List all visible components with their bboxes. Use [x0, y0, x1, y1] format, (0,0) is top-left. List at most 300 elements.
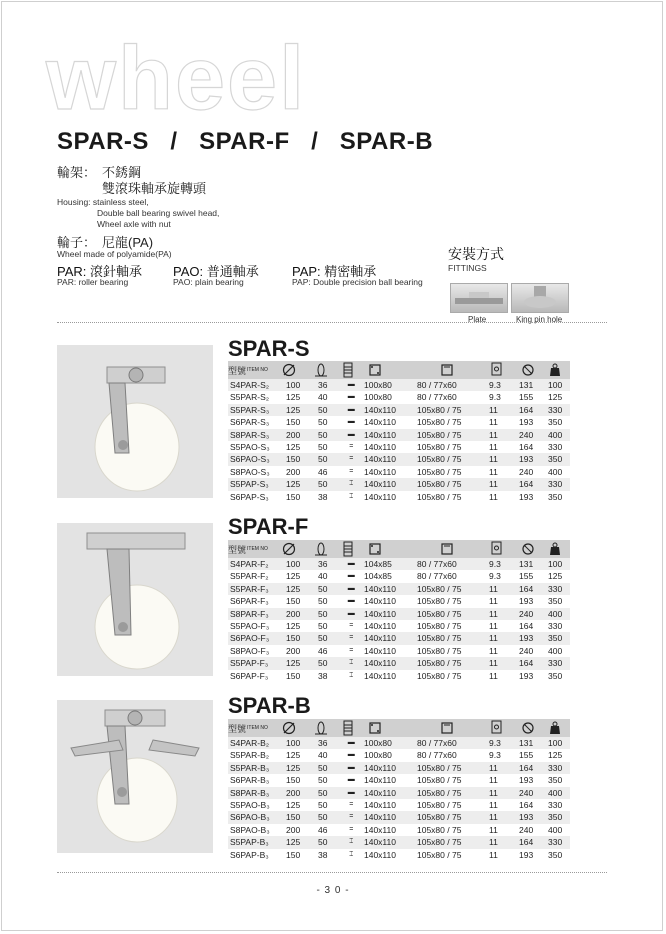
table-cell: 150: [286, 417, 301, 428]
table-cell: 80 / 77x60: [417, 392, 457, 403]
table-cell: 50: [318, 479, 328, 490]
table-cell: 50: [318, 417, 328, 428]
housing-en-line2: Double ball bearing swivel head,: [97, 208, 220, 218]
bolt-hole-diameter-icon: [490, 540, 504, 558]
table-cell: 125: [286, 620, 301, 631]
table-cell: 240: [519, 787, 534, 798]
table-cell: S8PAO-S₃: [230, 466, 270, 477]
table-cell: 150: [286, 775, 301, 786]
table-cell: 140x110: [364, 837, 396, 848]
table-cell: ▬: [347, 572, 355, 580]
wheel-width-icon: [314, 361, 328, 379]
table-cell: 40: [318, 750, 328, 761]
bearing-pap: PAP: 精密軸承: [292, 264, 377, 279]
spar-b-photo: [57, 700, 213, 853]
load-capacity-icon: [548, 361, 562, 379]
load-capacity-icon: [548, 719, 562, 737]
table-cell: 155: [519, 750, 534, 761]
table-cell: 140x110: [364, 775, 396, 786]
table-cell: S6PAP-B₃: [230, 849, 269, 860]
table-cell: 140x110: [364, 441, 396, 452]
table-cell: 50: [318, 596, 328, 607]
table-cell: S5PAR-S₂: [230, 392, 270, 403]
table-cell: 9.3: [489, 392, 501, 403]
table-cell: 100: [548, 738, 563, 748]
table-cell: 105x80 / 75: [417, 775, 462, 786]
table-cell: 330: [548, 762, 563, 773]
table-cell: S5PAR-F₃: [230, 583, 269, 594]
table-cell: 36: [318, 559, 328, 569]
table-row: [228, 608, 570, 620]
table-cell: 50: [318, 429, 328, 440]
item-no-header: 型號 ITEM NO: [228, 544, 268, 555]
table-cell: ▬: [347, 393, 355, 401]
table-cell: 125: [286, 404, 301, 415]
table-cell: 11: [489, 658, 498, 669]
table-cell: 150: [286, 596, 301, 607]
table-row: [228, 379, 570, 391]
table-cell: 36: [318, 738, 328, 748]
spec-table-spar-f: [228, 540, 570, 682]
table-cell: 46: [318, 466, 328, 477]
kingpin-icon: [512, 284, 568, 312]
table-cell: 350: [548, 633, 563, 644]
table-cell: 140x110: [364, 812, 396, 823]
table-cell: 105x80 / 75: [417, 658, 462, 669]
table-cell: 50: [318, 762, 328, 773]
table-cell: 240: [519, 429, 534, 440]
table-cell: 11: [489, 596, 498, 607]
table-cell: S5PAR-B₃: [230, 762, 270, 773]
table-cell: ▬: [347, 739, 355, 746]
kingpin-fitting-image: [511, 283, 569, 313]
table-cell: =: [349, 813, 353, 821]
table-row: [228, 478, 570, 490]
table-cell: S6PAR-B₃: [230, 775, 270, 786]
table-cell: 11: [489, 633, 498, 644]
table-row: [228, 491, 570, 503]
table-cell: 11: [489, 583, 498, 594]
table-cell: 330: [548, 799, 563, 810]
table-row: [228, 657, 570, 669]
table-cell: 240: [519, 824, 534, 835]
table-cell: 50: [318, 837, 328, 848]
plate-icon: [451, 284, 507, 312]
table-cell: 9.3: [489, 571, 501, 582]
table-cell: 125: [286, 392, 301, 403]
braked-caster-image: [57, 700, 213, 853]
table-cell: ▬: [347, 405, 355, 413]
bearing-par: PAR: 滾針軸承: [57, 264, 143, 279]
plate-size-icon: [368, 540, 382, 558]
table-cell: 100x80: [364, 738, 392, 748]
housing-en-line1: Housing: stainless steel,: [57, 197, 149, 207]
table-cell: 125: [286, 479, 301, 490]
item-no-header: 型號 ITEM NO: [228, 365, 268, 376]
table-cell: 350: [548, 491, 563, 502]
table-cell: 150: [286, 849, 301, 860]
table-cell: S8PAR-B₃: [230, 787, 270, 798]
item-no-header: 型號 ITEM NO: [228, 723, 268, 734]
spec-table-spar-b: [228, 719, 570, 861]
bearing-pao-en: PAO: plain bearing: [173, 277, 244, 287]
table-cell: 105x80 / 75: [417, 404, 462, 415]
table-cell: 40: [318, 571, 328, 582]
table-row: [228, 404, 570, 416]
bearing-pap-en: PAP: Double precision ball bearing: [292, 277, 423, 287]
table-cell: 155: [519, 392, 534, 403]
table-cell: 50: [318, 583, 328, 594]
table-cell: =: [349, 634, 353, 642]
table-row: [228, 570, 570, 582]
table-cell: ▬: [347, 381, 355, 388]
table-cell: 105x80 / 75: [417, 645, 462, 656]
table-cell: 330: [548, 441, 563, 452]
overall-height-icon: [521, 361, 537, 379]
table-cell: 50: [318, 404, 328, 415]
table-cell: 11: [489, 799, 498, 810]
table-cell: 150: [286, 633, 301, 644]
table-cell: 140x110: [364, 596, 396, 607]
divider-top: [57, 322, 607, 323]
table-cell: 140x110: [364, 491, 396, 502]
table-cell: 100: [286, 380, 301, 390]
table-cell: 140x110: [364, 645, 396, 656]
table-cell: 105x80 / 75: [417, 441, 462, 452]
wheel-diameter-icon: [282, 719, 296, 737]
table-header: [228, 719, 570, 737]
table-cell: 164: [519, 799, 534, 810]
table-cell: 80 / 77x60: [417, 750, 457, 761]
table-cell: S6PAR-F₃: [230, 596, 269, 607]
table-cell: 105x80 / 75: [417, 837, 462, 848]
table-cell: 105x80 / 75: [417, 670, 462, 681]
table-cell: 50: [318, 812, 328, 823]
table-cell: 131: [519, 738, 534, 748]
table-cell: 164: [519, 479, 534, 490]
bolt-hole-spacing-icon: [440, 540, 454, 558]
table-cell: 200: [286, 429, 301, 440]
table-cell: S8PAO-B₃: [230, 824, 270, 835]
table-cell: 105x80 / 75: [417, 491, 462, 502]
table-cell: 50: [318, 799, 328, 810]
table-cell: 11: [489, 429, 498, 440]
table-cell: 125: [548, 750, 563, 761]
table-header: [228, 361, 570, 379]
table-cell: 9.3: [489, 380, 501, 390]
table-cell: 11: [489, 824, 498, 835]
table-cell: ⌶: [349, 850, 353, 858]
table-cell: 105x80 / 75: [417, 787, 462, 798]
table-row: [228, 453, 570, 465]
table-cell: 150: [286, 454, 301, 465]
table-cell: ▬: [347, 751, 355, 759]
table-cell: S6PAO-B₃: [230, 812, 270, 823]
table-cell: 193: [519, 491, 534, 502]
table-cell: 11: [489, 608, 498, 619]
table-cell: 350: [548, 596, 563, 607]
table-row: [228, 632, 570, 644]
table-cell: ▬: [347, 418, 355, 426]
table-cell: 350: [548, 417, 563, 428]
table-cell: 193: [519, 633, 534, 644]
wheel-diameter-icon: [282, 361, 296, 379]
kingpin-caption: King pin hole: [516, 315, 563, 324]
table-cell: 40: [318, 392, 328, 403]
table-cell: 193: [519, 596, 534, 607]
housing-cn-line1: 不銹鋼: [102, 165, 142, 180]
table-row: [228, 799, 570, 811]
table-cell: 38: [318, 670, 328, 681]
table-cell: =: [349, 442, 353, 450]
table-cell: 400: [548, 429, 563, 440]
table-cell: 140x110: [364, 479, 396, 490]
table-cell: 105x80 / 75: [417, 762, 462, 773]
table-cell: 193: [519, 670, 534, 681]
table-cell: 104x85: [364, 559, 392, 569]
table-cell: 193: [519, 417, 534, 428]
table-cell: 11: [489, 479, 498, 490]
table-cell: 350: [548, 670, 563, 681]
plate-caption: Plate: [468, 315, 487, 324]
table-cell: 100: [548, 380, 563, 390]
table-cell: 330: [548, 658, 563, 669]
table-cell: 131: [519, 559, 534, 569]
table-cell: 400: [548, 824, 563, 835]
table-cell: 140x110: [364, 429, 396, 440]
spar-s-photo: [57, 345, 213, 498]
table-cell: 400: [548, 787, 563, 798]
table-cell: 11: [489, 670, 498, 681]
table-cell: S8PAR-F₃: [230, 608, 269, 619]
table-cell: 240: [519, 466, 534, 477]
table-cell: 11: [489, 417, 498, 428]
table-cell: 164: [519, 583, 534, 594]
table-cell: ⌶: [349, 659, 353, 667]
table-cell: 50: [318, 633, 328, 644]
divider-bottom: [57, 872, 607, 873]
table-cell: =: [349, 467, 353, 475]
table-cell: 38: [318, 849, 328, 860]
wheel-diameter-icon: [282, 540, 296, 558]
table-cell: 330: [548, 837, 563, 848]
table-cell: S5PAR-S₃: [230, 404, 270, 415]
wheel-width-icon: [314, 719, 328, 737]
table-cell: 140x110: [364, 466, 396, 477]
overall-height-icon: [521, 719, 537, 737]
table-cell: 140x110: [364, 454, 396, 465]
table-cell: 350: [548, 812, 563, 823]
table-cell: =: [349, 455, 353, 463]
table-cell: 104x85: [364, 571, 392, 582]
wheel-en: Wheel made of polyamide(PA): [57, 249, 172, 259]
table-cell: S4PAR-B₂: [230, 738, 270, 748]
table-cell: 193: [519, 812, 534, 823]
bearing-par-en: PAR: roller bearing: [57, 277, 129, 287]
watermark-text: wheel: [46, 29, 307, 129]
wheel-cn-value: 尼龍(PA): [102, 235, 154, 250]
table-cell: 140x110: [364, 787, 396, 798]
table-row: [228, 849, 570, 861]
table-cell: ▬: [347, 776, 355, 784]
table-cell: 9.3: [489, 559, 501, 569]
table-cell: 105x80 / 75: [417, 583, 462, 594]
table-cell: 125: [548, 392, 563, 403]
table-cell: 125: [286, 837, 301, 848]
table-row: [228, 737, 570, 749]
table-cell: ▬: [347, 609, 355, 617]
table-cell: 105x80 / 75: [417, 824, 462, 835]
table-cell: 400: [548, 608, 563, 619]
bearing-pao: PAO: 普通軸承: [173, 264, 259, 279]
table-cell: 11: [489, 404, 498, 415]
table-cell: 11: [489, 454, 498, 465]
bearing-type-icon: [343, 540, 353, 558]
table-row: [228, 416, 570, 428]
table-cell: 164: [519, 837, 534, 848]
table-cell: 330: [548, 404, 563, 415]
table-cell: ▬: [347, 430, 355, 438]
table-cell: ⌶: [349, 492, 353, 500]
swivel-caster-image: [57, 345, 213, 498]
table-cell: ⌶: [349, 480, 353, 488]
table-cell: 50: [318, 787, 328, 798]
table-cell: 100: [286, 559, 301, 569]
plate-size-icon: [368, 719, 382, 737]
table-cell: 105x80 / 75: [417, 429, 462, 440]
table-cell: 140x110: [364, 670, 396, 681]
table-cell: 193: [519, 849, 534, 860]
table-cell: 105x80 / 75: [417, 633, 462, 644]
bolt-hole-spacing-icon: [440, 361, 454, 379]
table-cell: 11: [489, 441, 498, 452]
table-cell: 11: [489, 491, 498, 502]
table-cell: 100: [286, 738, 301, 748]
table-cell: 46: [318, 824, 328, 835]
housing-en-line3: Wheel axle with nut: [97, 219, 171, 229]
table-cell: 140x110: [364, 404, 396, 415]
table-cell: 193: [519, 775, 534, 786]
table-cell: ⌶: [349, 838, 353, 846]
table-cell: 11: [489, 620, 498, 631]
table-cell: S6PAP-S₃: [230, 491, 269, 502]
table-cell: 125: [548, 571, 563, 582]
table-cell: 125: [286, 762, 301, 773]
table-cell: ⌶: [349, 671, 353, 679]
table-cell: =: [349, 621, 353, 629]
table-cell: S6PAO-S₃: [230, 454, 270, 465]
table-cell: S5PAO-B₃: [230, 799, 270, 810]
table-cell: 140x110: [364, 608, 396, 619]
table-row: [228, 620, 570, 632]
table-cell: 105x80 / 75: [417, 479, 462, 490]
table-cell: 100x80: [364, 392, 392, 403]
table-cell: 105x80 / 75: [417, 417, 462, 428]
table-cell: 350: [548, 454, 563, 465]
table-cell: ▬: [347, 584, 355, 592]
table-cell: S8PAR-S₃: [230, 429, 270, 440]
table-cell: 330: [548, 479, 563, 490]
housing-cn-line2: 雙滾珠軸承旋轉頭: [102, 181, 207, 196]
table-cell: 105x80 / 75: [417, 812, 462, 823]
table-cell: 80 / 77x60: [417, 559, 457, 569]
table-cell: ▬: [347, 597, 355, 605]
table-row: [228, 749, 570, 761]
overall-height-icon: [521, 540, 537, 558]
table-cell: 150: [286, 670, 301, 681]
table-cell: 50: [318, 775, 328, 786]
table-row: [228, 670, 570, 682]
table-cell: 11: [489, 775, 498, 786]
table-cell: 125: [286, 571, 301, 582]
table-cell: S8PAO-F₃: [230, 645, 270, 656]
table-cell: 11: [489, 837, 498, 848]
section-title-spar-b: SPAR-B: [228, 693, 311, 718]
table-cell: 330: [548, 583, 563, 594]
table-cell: 200: [286, 824, 301, 835]
table-cell: S5PAP-F₃: [230, 658, 269, 669]
table-cell: 200: [286, 466, 301, 477]
table-cell: S5PAP-S₃: [230, 479, 269, 490]
table-cell: S6PAO-F₃: [230, 633, 270, 644]
table-cell: 50: [318, 620, 328, 631]
table-cell: 350: [548, 849, 563, 860]
table-cell: 125: [286, 750, 301, 761]
table-cell: 400: [548, 645, 563, 656]
table-row: [228, 787, 570, 799]
table-cell: 105x80 / 75: [417, 620, 462, 631]
table-cell: 50: [318, 454, 328, 465]
table-row: [228, 774, 570, 786]
table-cell: =: [349, 825, 353, 833]
table-cell: 105x80 / 75: [417, 454, 462, 465]
fittings-title: 安裝方式: [448, 246, 504, 262]
table-row: [228, 466, 570, 478]
table-cell: 140x110: [364, 620, 396, 631]
table-cell: 50: [318, 441, 328, 452]
table-row: [228, 441, 570, 453]
section-title-spar-s: SPAR-S: [228, 336, 310, 361]
table-cell: 200: [286, 608, 301, 619]
table-cell: 105x80 / 75: [417, 466, 462, 477]
plate-fitting-image: [450, 283, 508, 313]
table-row: [228, 429, 570, 441]
table-cell: 50: [318, 658, 328, 669]
table-cell: ▬: [347, 560, 355, 567]
table-cell: 11: [489, 762, 498, 773]
table-cell: 11: [489, 849, 498, 860]
table-cell: 150: [286, 812, 301, 823]
table-cell: 140x110: [364, 762, 396, 773]
table-cell: S5PAO-F₃: [230, 620, 270, 631]
table-cell: S6PAP-F₃: [230, 670, 269, 681]
table-cell: =: [349, 646, 353, 654]
table-cell: 46: [318, 645, 328, 656]
table-row: [228, 811, 570, 823]
wheel-cn-label: 輪子：: [57, 235, 97, 250]
bolt-hole-diameter-icon: [490, 719, 504, 737]
table-cell: 140x110: [364, 583, 396, 594]
table-cell: 11: [489, 645, 498, 656]
table-cell: 105x80 / 75: [417, 608, 462, 619]
housing-cn-label: 輪架：: [57, 165, 97, 180]
table-cell: 140x110: [364, 658, 396, 669]
fittings-subtitle: FITTINGS: [448, 263, 487, 273]
table-row: [228, 558, 570, 570]
table-cell: ▬: [347, 763, 355, 771]
bearing-type-icon: [343, 361, 353, 379]
table-cell: 11: [489, 787, 498, 798]
